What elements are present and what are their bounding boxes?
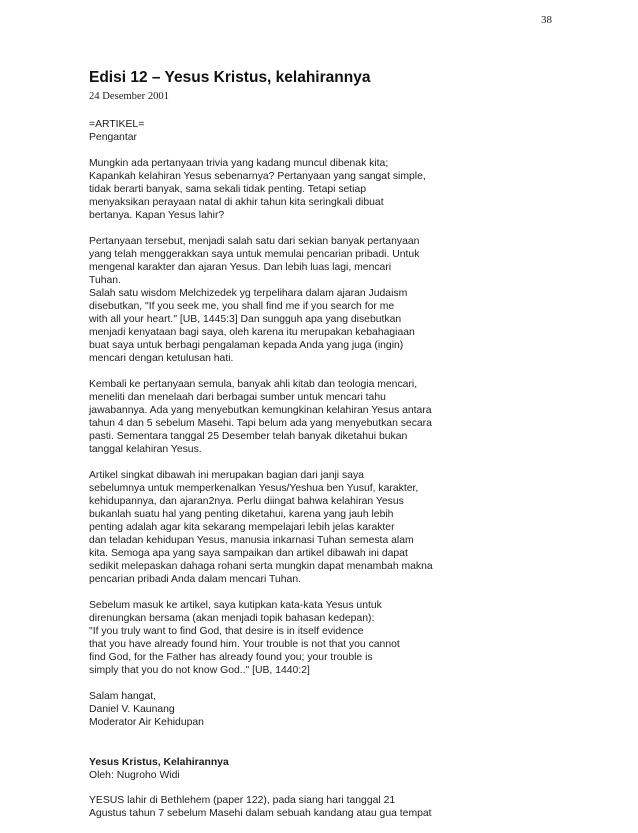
text-line: Tuhan.: [89, 275, 121, 286]
article-paragraph: [89, 794, 559, 820]
text-line: tanggal kelahiran Yesus.: [89, 444, 202, 455]
text-line: bertanya. Kapan Yesus lahir?: [89, 210, 225, 221]
article-section: [89, 756, 559, 782]
text-line: direnungkan bersama (akan menjadi topik bahasan kedepan):: [89, 613, 375, 624]
text-line: simply that you do not know God.." [UB, 1440:2]: [89, 665, 310, 676]
text-line: pasti. Sementara tanggal 25 Desember telah banyak diketahui bukan: [89, 431, 408, 442]
text-line: Mungkin ada pertanyaan trivia yang kadang muncul dibenak kita;: [89, 158, 389, 169]
text-line: tidak berarti banyak, sama sekali tidak penting. Tetapi setiap: [89, 184, 367, 195]
text-line: Kapankah kelahiran Yesus sebenarnya? Pertanyaan yang sangat simple,: [89, 171, 426, 182]
text-line: menyaksikan perayaan natal di akhir tahun kita seringkali dibuat: [89, 197, 384, 208]
text-line: Sebelum masuk ke artikel, saya kutipkan kata-kata Yesus untuk: [89, 600, 382, 611]
page-number: 38: [541, 14, 552, 26]
paragraph: [89, 118, 559, 144]
paragraph: [89, 235, 559, 365]
text-line: penting adalah agar kita sekarang mempelajari lebih jelas karakter: [89, 522, 395, 533]
paragraph: [89, 157, 559, 222]
text-line: Pengantar: [89, 132, 137, 143]
text-line: kehidupannya, dan ajaran2nya. Perlu diingat bahwa kelahiran Yesus: [89, 496, 404, 507]
text-line: Daniel V. Kaunang: [89, 704, 175, 715]
text-line: Kembali ke pertanyaan semula, banyak ahli kitab dan teologia mencari,: [89, 379, 418, 390]
text-line: bukanlah suatu hal yang penting diketahui, karena yang jauh lebih: [89, 509, 394, 520]
text-line: pencarian pribadi Anda dalam mencari Tuhan.: [89, 574, 301, 585]
paragraph: [89, 690, 559, 729]
text-line: disebutkan, "If you seek me, you shall find me if you search for me: [89, 301, 395, 312]
paragraph: [89, 599, 559, 677]
article-author: Oleh: Nugroho Widi: [89, 770, 180, 781]
text-line: Artikel singkat dibawah ini merupakan bagian dari janji saya: [89, 470, 364, 481]
text-line: Pertanyaan tersebut, menjadi salah satu dari sekian banyak pertanyaan: [89, 236, 420, 247]
text-line: Salam hangat,: [89, 691, 157, 702]
paragraph: [89, 469, 559, 586]
publication-date: 24 Desember 2001: [89, 91, 170, 102]
text-line: buat saya untuk berbagi pengalaman kepada Anda yang juga (ingin): [89, 340, 404, 351]
text-line: mencari dengan ketulusan hati.: [89, 353, 234, 364]
text-line: sebelumnya untuk memperkenalkan Yesus/Yeshua ben Yusuf, karakter,: [89, 483, 419, 494]
text-line: dan teladan kehidupan Yesus, manusia inkarnasi Tuhan semesta alam: [89, 535, 414, 546]
text-line: YESUS lahir di Bethlehem (paper 122), pada siang hari tanggal 21: [89, 795, 396, 806]
text-line: =ARTIKEL=: [89, 119, 145, 130]
text-line: yang telah menggerakkan saya untuk memulai pencarian pribadi. Untuk: [89, 249, 420, 260]
text-line: tahun 4 dan 5 sebelum Masehi. Tapi belum ada yang menyebutkan secara: [89, 418, 432, 429]
text-line: Moderator Air Kehidupan: [89, 717, 204, 728]
paragraph-list: [89, 118, 559, 729]
page-title: Edisi 12 – Yesus Kristus, kelahirannya: [89, 69, 371, 86]
paragraph: [89, 378, 559, 456]
text-line: meneliti dan menelaah dari berbagai sumber untuk mencari tahu: [89, 392, 386, 403]
text-line: menjadi kenyataan bagi saya, oleh karena itu merupakan kebahagiaan: [89, 327, 415, 338]
text-line: jawabannya. Ada yang menyebutkan kemungkinan kelahiran Yesus antara: [89, 405, 432, 416]
text-line: find God, for the Father has already found you; your trouble is: [89, 652, 373, 663]
text-line: "If you truly want to find God, that desire is in itself evidence: [89, 626, 364, 637]
text-line: kita. Semoga apa yang saya sampaikan dan artikel dibawah ini dapat: [89, 548, 408, 559]
text-line: sedikit melepaskan dahaga rohani serta mungkin dapat menambah makna: [89, 561, 433, 572]
text-line: with all your heart." [UB, 1445:3] Dan sungguh apa yang disebutkan: [89, 314, 402, 325]
text-line: that you have already found him. Your trouble is not that you cannot: [89, 639, 400, 650]
text-line: Salah satu wisdom Melchizedek yg terpelihara dalam ajaran Judaism: [89, 288, 408, 299]
text-line: Agustus tahun 7 sebelum Masehi dalam sebuah kandang atau gua tempat: [89, 808, 432, 819]
article-heading: Yesus Kristus, Kelahirannya: [89, 757, 229, 768]
text-line: mengenal karakter dan ajaran Yesus. Dan lebih luas lagi, mencari: [89, 262, 392, 273]
document-body: [89, 68, 559, 833]
